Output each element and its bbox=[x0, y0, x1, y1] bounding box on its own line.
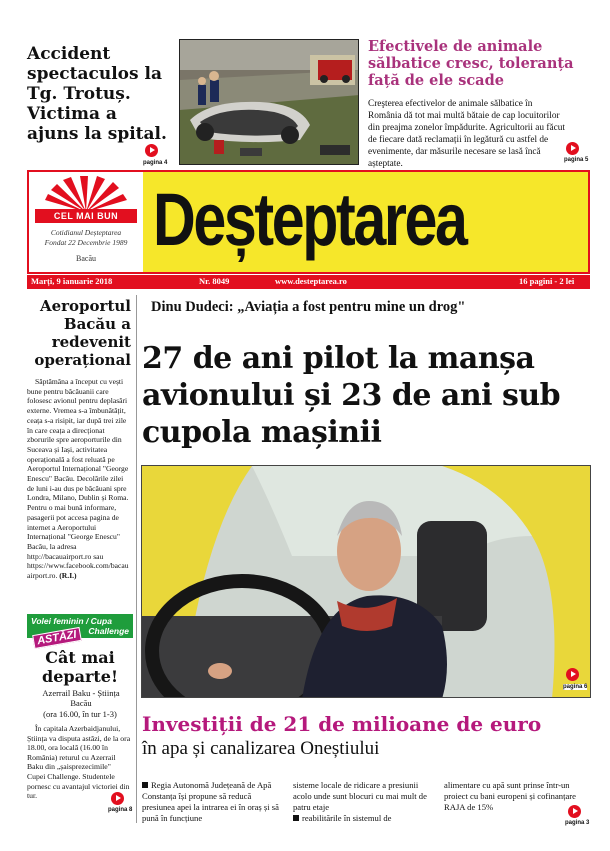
newspaper-title[interactable]: Deșteptarea bbox=[153, 178, 466, 261]
accident-photo bbox=[179, 39, 359, 165]
teaser-accident-headline[interactable]: Accident spectaculos la Tg. Trotuș. Victima a ajuns la spital. bbox=[27, 44, 167, 144]
founded-line-2: Fondat 22 Decembrie 1989 bbox=[44, 238, 128, 247]
sunburst-icon bbox=[41, 176, 131, 212]
volley-body: În capitala Azerbaidjanului, Știința va disputa astăzi, de la ora 18.00, ora locală (16.00 în România) returul cu Azerrail Baku din „șaisprezecimile" Cupei Challenge. Studentele pornesc cu avantajul victoriei din tur. bbox=[27, 724, 131, 801]
masthead bbox=[27, 170, 590, 274]
teaser-wildlife-page-label: pagina 5 bbox=[564, 157, 589, 163]
investment-col-2: sisteme locale de ridicare a presiunii acolo unde sunt blocuri cu mai mult de patru etaje reabilitările în sistemul de bbox=[293, 780, 427, 823]
airport-story[interactable] bbox=[27, 297, 131, 581]
play-icon bbox=[111, 792, 124, 805]
volley-match: Azerrail Baku - Știința Bacău bbox=[42, 688, 120, 708]
photo-page-ref[interactable] bbox=[566, 668, 579, 681]
volley-time: (ora 16.00, în tur 1-3) bbox=[43, 709, 117, 719]
issue-date: Marți, 9 ianuarie 2018 bbox=[31, 276, 113, 286]
investment-subheadline: în apa și canalizarea Oneștiului bbox=[142, 738, 380, 759]
pages-price: 16 pagini - 2 lei bbox=[519, 276, 575, 286]
play-icon bbox=[566, 668, 579, 681]
teaser-accident[interactable] bbox=[27, 44, 173, 168]
main-headline[interactable]: 27 de ani pilot la manșa avionului și 23 de ani sub cupola mașinii bbox=[142, 341, 561, 450]
founded-line-1: Cotidianul Deșteptarea bbox=[50, 228, 122, 237]
sidebar-rule bbox=[136, 295, 137, 823]
today-stamp: ASTĂZI bbox=[32, 627, 81, 649]
website-link[interactable]: www.desteptarea.ro bbox=[275, 276, 347, 286]
date-bar bbox=[27, 275, 590, 289]
investment-page-ref[interactable] bbox=[568, 805, 581, 818]
photo-page-label: pagina 6 bbox=[563, 684, 588, 690]
masthead-city: Bacău bbox=[76, 254, 96, 263]
airport-signature: (R.I.) bbox=[59, 571, 77, 581]
investment-headline[interactable]: Investiții de 21 de milioane de euro bbox=[142, 712, 542, 736]
best-badge bbox=[31, 174, 141, 270]
investment-col-3: alimentare cu apă sunt prinse într-un proiect cu bani europeni și cofinanțare RAJA de 15% bbox=[444, 780, 576, 812]
teaser-wildlife-headline[interactable]: Efectivele de animale sălbatice cresc, toleranța față de ele scade bbox=[368, 38, 574, 89]
volley-section-line-1: Volei feminin / Cupa bbox=[31, 616, 112, 626]
volley-page-ref[interactable] bbox=[111, 792, 124, 805]
play-icon bbox=[566, 142, 579, 155]
teaser-accident-page-label: pagina 4 bbox=[143, 160, 168, 166]
driver-photo bbox=[141, 465, 591, 698]
airport-body-text: Săptămâna a început cu vești bune pentru băcăuanii care folosesc avionul pentru deplasări externe. Vremea s-a îmbunătățit, ceața s-a risipit, iar după trei zile în care ceața a direcționat zborurile spre aeroporturile din Suceava și Iași, activitatea operațională a fost reluată pe Aeroportul Internațional "George Enescu" Bacău. Decolările zilei de luni i-au dus pe băcăuani spre Londra, Milano, Dublin și Roma. Pentru o mai bună informare, pasagerii pot accesa pagina de internet a Aeroportului Internațional "George Enescu" Bacău, la adresa http://bacauairport.ro sau https://www.facebook.com/bacauairport.ro. bbox=[27, 377, 129, 581]
volley-section-line-2: Challenge bbox=[88, 626, 129, 636]
airport-body bbox=[27, 377, 131, 581]
bullet-icon bbox=[293, 815, 299, 821]
teaser-wildlife-body: Creşterea efectivelor de animale sălbatice în România dă tot mai multă bătaie de cap locuitorilor din preajma zonelor împădurite. Agricultorii au făcut de fiecare dată reclamații în legătură cu astfel de evenimente, dar măsurile necesare se lasă încă așteptate. bbox=[368, 99, 565, 169]
issue-number: Nr. 8049 bbox=[199, 276, 230, 286]
volley-story[interactable] bbox=[27, 614, 133, 822]
play-icon bbox=[568, 805, 581, 818]
airport-headline[interactable]: Aeroportul Bacău a redevenit operațional bbox=[34, 297, 131, 369]
main-kicker: Dinu Dudeci: „Aviația a fost pentru mine un drog" bbox=[151, 299, 466, 315]
badge-label: CEL MAI BUN bbox=[35, 209, 137, 223]
play-icon bbox=[145, 144, 158, 157]
investment-col-1: Regia Autonomă Județeană de Apă Constanța își propune să reducă presiunea apei la intrarea ei în oraș și să pună în funcțiune bbox=[142, 780, 279, 823]
teaser-accident-page-ref[interactable] bbox=[145, 144, 158, 157]
teaser-wildlife[interactable] bbox=[368, 38, 590, 168]
teaser-wildlife-page-ref[interactable] bbox=[566, 142, 579, 155]
investment-page-label: pagina 3 bbox=[565, 820, 590, 826]
volley-page-label: pagina 8 bbox=[108, 807, 133, 813]
volley-headline[interactable]: Cât mai departe! bbox=[42, 648, 118, 686]
bullet-icon bbox=[142, 782, 148, 788]
